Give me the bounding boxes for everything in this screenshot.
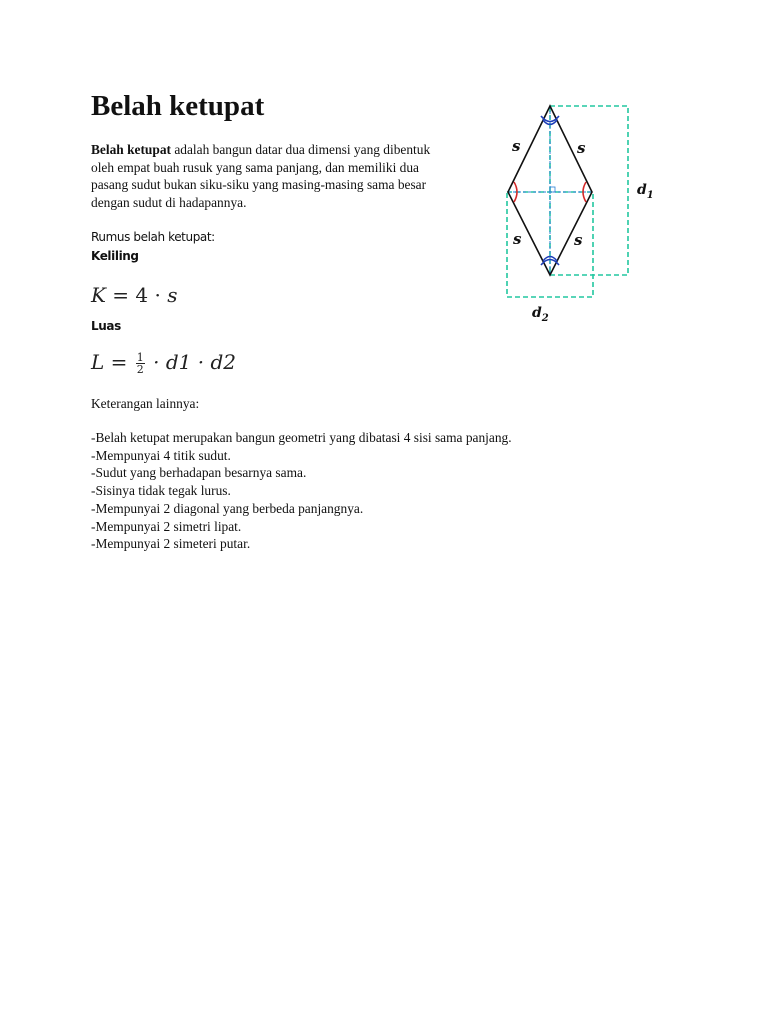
- list-item: -Mempunyai 2 diagonal yang berbeda panjangnya.: [91, 500, 364, 516]
- perimeter-var: s: [167, 283, 178, 307]
- fraction-numerator: 1: [136, 351, 144, 364]
- intro-term: Belah ketupat: [91, 142, 171, 157]
- list-item: -Sisinya tidak tegak lurus.: [91, 483, 231, 499]
- area-label: Luas: [91, 319, 121, 333]
- page-title: Belah ketupat: [91, 90, 265, 122]
- list-item: -Mempunyai 2 simetri lipat.: [91, 518, 242, 534]
- d1-subscript: 1: [646, 190, 654, 201]
- perimeter-eq: = 4 ·: [105, 283, 168, 307]
- d2-subscript: 2: [541, 313, 549, 324]
- formulas-heading: Rumus belah ketupat:: [91, 230, 215, 244]
- list-item: -Belah ketupat merupakan bangun geometri yang dibatasi 4 sisi sama panjang.: [91, 430, 512, 445]
- side-label-top-left: s: [512, 137, 521, 155]
- fraction-denominator: 2: [136, 363, 144, 376]
- list-item: -Mempunyai 2 simeteri putar.: [91, 536, 251, 552]
- side-label-top-right: s: [577, 139, 586, 157]
- perimeter-formula: [91, 283, 178, 307]
- d1-letter: d: [637, 182, 647, 198]
- area-fraction: [136, 352, 145, 375]
- area-rest: · d1 · d2: [146, 350, 236, 374]
- notes-list: [91, 429, 512, 553]
- list-item: -Mempunyai 4 titik sudut.: [91, 447, 231, 463]
- intro-text: adalah bangun datar dua dimensi yang dibentuk oleh empat buah rusuk yang sama panjang, dan memiliki dua pasang sudut bukan siku-siku yang masing-masing sama besar dengan sudut di hadapannya.: [91, 142, 431, 211]
- d2-label: [532, 305, 549, 324]
- intro-paragraph: [91, 141, 451, 212]
- rhombus-diagram: [490, 95, 665, 335]
- d2-letter: d: [532, 305, 542, 321]
- list-item: -Sudut yang berhadapan besarnya sama.: [91, 465, 307, 481]
- side-label-bottom-left: s: [513, 230, 522, 248]
- side-label-bottom-right: s: [574, 231, 583, 249]
- notes-heading: Keterangan lainnya:: [91, 396, 200, 411]
- area-lhs: L: [91, 350, 105, 374]
- d1-label: [637, 182, 654, 201]
- perimeter-label: Keliling: [91, 249, 139, 263]
- area-formula: [91, 350, 236, 375]
- area-eq: =: [104, 350, 134, 374]
- perimeter-lhs: K: [91, 283, 106, 307]
